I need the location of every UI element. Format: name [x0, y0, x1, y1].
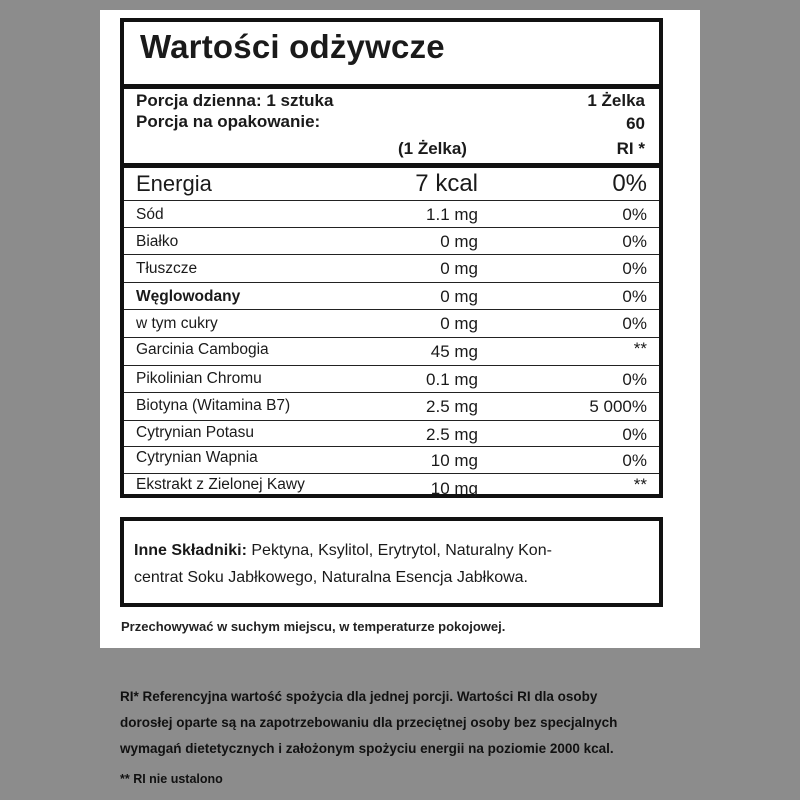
ingredients-lead: Inne Składniki: — [134, 542, 247, 559]
table-row — [124, 338, 659, 366]
ingredients-line-2: centrat Soku Jabłkowego, Naturalna Esencja Jabłkowa. — [134, 569, 528, 586]
ingredients-line-1: Pektyna, Ksylitol, Erytrytol, Naturalny Kon- — [246, 542, 552, 559]
ri-column-header: RI * — [616, 139, 645, 158]
nutrient-name: Biotyna (Witamina B7) — [136, 397, 291, 414]
page-title: Wartości odżywcze — [140, 28, 445, 65]
nutrient-amount: 10 mg — [430, 479, 478, 498]
storage-note: Przechowywać w suchym miejscu, w temperaturze pokojowej. — [121, 619, 506, 634]
nutrient-ri: 0% — [622, 205, 647, 224]
table-row — [124, 421, 659, 447]
nutrient-name: Tłuszcze — [136, 260, 198, 277]
nutrient-name: Cytrynian Wapnia — [136, 449, 258, 466]
nutrient-ri: 0% — [622, 232, 647, 251]
amount-column-header: (1 Żelka) — [398, 139, 467, 158]
nutrient-ri: 0% — [622, 314, 647, 333]
nutrient-name: Białko — [136, 233, 179, 250]
nutrient-ri: ** — [633, 339, 647, 358]
daily-portion-value: 1 Żelka — [587, 91, 645, 110]
nutrient-name: Pikolinian Chromu — [136, 370, 262, 387]
nutrient-amount: 2.5 mg — [426, 425, 478, 444]
nutrient-amount: 0 mg — [440, 232, 478, 251]
nutrient-name: Ekstrakt z Zielonej Kawy — [136, 476, 305, 493]
nutrient-ri: 0% — [622, 425, 647, 444]
nutrient-name: w tym cukry — [136, 315, 218, 332]
nutrient-ri: ** — [633, 475, 647, 494]
footnote-line-3: wymagań dietetycznych i założonym spożyciu energii na poziomie 2000 kcal. — [120, 741, 614, 756]
table-row — [124, 283, 659, 310]
ingredients-text — [134, 537, 649, 564]
daily-portion-label: Porcja dzienna: 1 sztuka — [136, 91, 334, 110]
nutrient-name: Garcinia Cambogia — [136, 341, 269, 358]
footnote-line-1: RI* Referencyjna wartość spożycia dla jednej porcji. Wartości RI dla osoby — [120, 689, 598, 704]
nutrient-ri: 0% — [612, 170, 647, 197]
nutrient-name: Sód — [136, 206, 164, 223]
table-row — [124, 310, 659, 338]
table-row — [124, 201, 659, 228]
nutrient-amount: 7 kcal — [415, 170, 478, 197]
nutrient-amount: 0 mg — [440, 259, 478, 278]
nutrient-ri: 5 000% — [589, 397, 647, 416]
table-row — [124, 447, 659, 474]
title-divider — [124, 84, 659, 89]
nutrient-amount: 0 mg — [440, 287, 478, 306]
pack-portion-value: 60 — [626, 114, 645, 133]
table-row — [124, 366, 659, 393]
nutrient-amount: 45 mg — [430, 342, 478, 361]
nutrition-facts-table — [120, 18, 663, 498]
nutrient-amount: 10 mg — [430, 451, 478, 470]
background-right — [700, 0, 800, 800]
footnote-line-2: dorosłej oparte są na zapotrzebowaniu dla przeciętnej osoby bez specjalnych — [120, 715, 618, 730]
background-top — [100, 0, 700, 10]
table-row — [124, 474, 659, 498]
nutrient-name: Energia — [136, 171, 212, 196]
nutrient-ri: 0% — [622, 259, 647, 278]
table-row — [124, 393, 659, 421]
table-row — [124, 228, 659, 255]
nutrient-ri: 0% — [622, 287, 647, 306]
nutrient-amount: 1.1 mg — [426, 205, 478, 224]
nutrient-amount: 2.5 mg — [426, 397, 478, 416]
background-left — [0, 0, 100, 800]
ri-footnote — [120, 684, 690, 762]
pack-portion-label: Porcja na opakowanie: — [136, 112, 321, 131]
table-row — [124, 255, 659, 283]
ingredients-box — [120, 517, 663, 607]
nutrient-name: Cytrynian Potasu — [136, 424, 255, 441]
ri-not-set-note: ** RI nie ustalono — [120, 772, 223, 786]
nutrient-ri: 0% — [622, 451, 647, 470]
nutrient-name: Węglowodany — [136, 288, 241, 305]
nutrient-ri: 0% — [622, 370, 647, 389]
nutrient-amount: 0 mg — [440, 314, 478, 333]
table-row — [124, 168, 659, 201]
nutrient-amount: 0.1 mg — [426, 370, 478, 389]
